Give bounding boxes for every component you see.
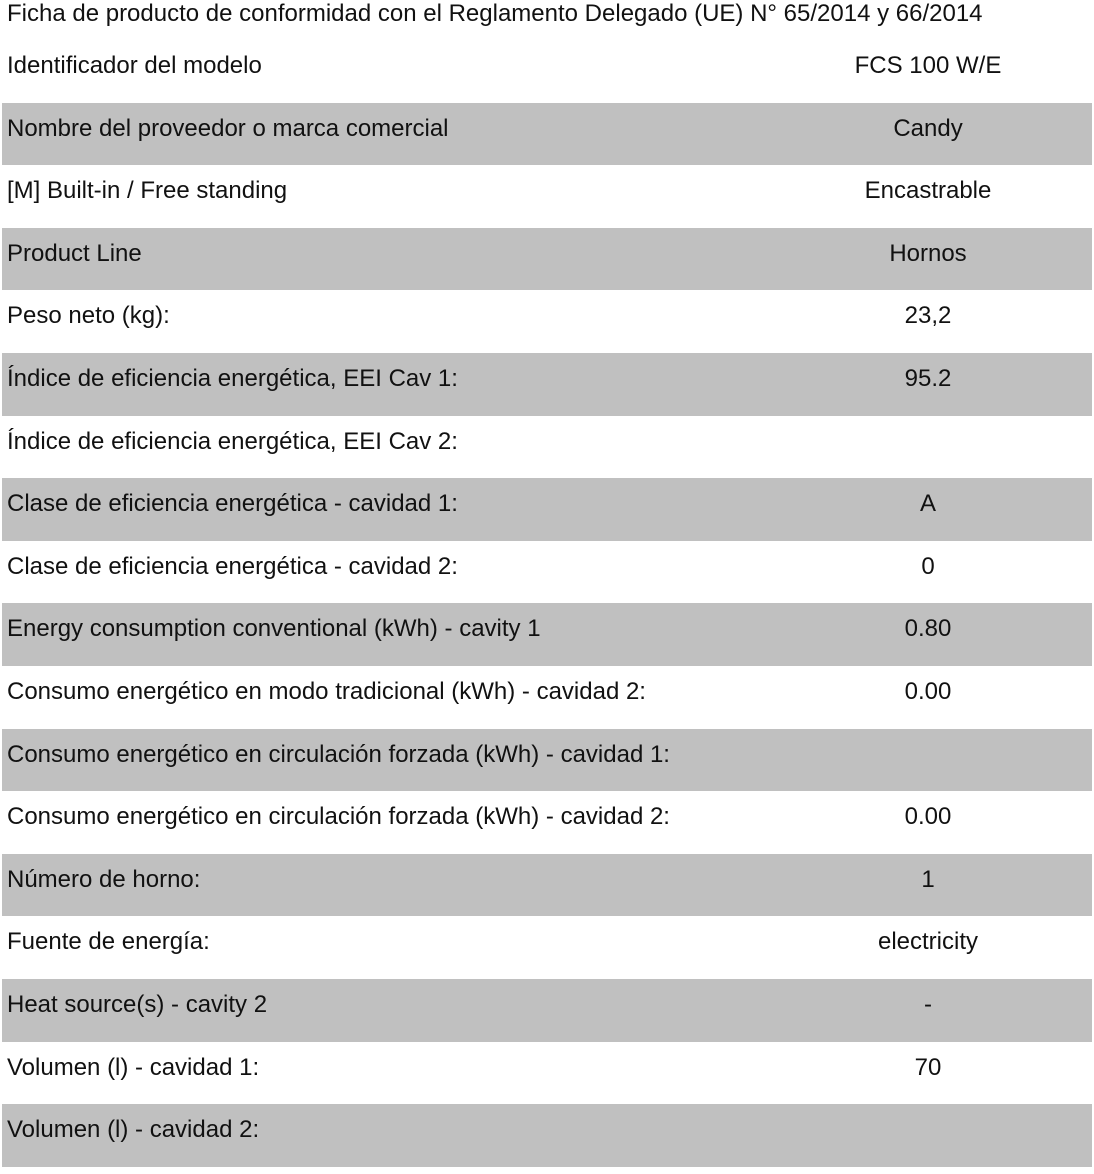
table-row bbox=[2, 666, 1092, 729]
row-value bbox=[728, 1104, 1094, 1156]
row-label: Consumo energético en circulación forzada (kWh) - cavidad 2: bbox=[7, 803, 670, 831]
row-label: Fuente de energía: bbox=[7, 928, 210, 956]
row-label: Número de horno: bbox=[7, 865, 201, 893]
row-value bbox=[728, 729, 1094, 781]
row-value: 70 bbox=[914, 1053, 942, 1081]
row-value: electricity bbox=[877, 928, 979, 956]
row-label: Volumen (l) - cavidad 1: bbox=[7, 1053, 260, 1081]
row-value: Encastrable bbox=[864, 177, 992, 205]
row-value: A bbox=[919, 490, 936, 518]
row-label: Energy consumption conventional (kWh) - cavity 1 bbox=[7, 615, 541, 643]
table-row bbox=[2, 603, 1092, 666]
row-label: Nombre del proveedor o marca comercial bbox=[7, 114, 449, 142]
row-label: Clase de eficiencia energética - cavidad 2: bbox=[7, 552, 458, 580]
table-row bbox=[2, 290, 1092, 353]
table-row bbox=[2, 1042, 1092, 1105]
row-label: Clase de eficiencia energética - cavidad 1: bbox=[7, 490, 458, 518]
row-label: Peso neto (kg): bbox=[7, 302, 170, 330]
row-value: 1 bbox=[921, 865, 935, 893]
table-row bbox=[2, 729, 1092, 792]
table-row bbox=[2, 979, 1092, 1042]
row-value: Candy bbox=[893, 114, 963, 142]
row-value: 23,2 bbox=[904, 302, 952, 330]
table-row bbox=[2, 228, 1092, 291]
row-value bbox=[728, 416, 1094, 468]
row-label: Heat source(s) - cavity 2 bbox=[7, 990, 268, 1018]
table-row bbox=[2, 353, 1092, 416]
spec-table bbox=[2, 40, 1092, 1167]
row-label: Volumen (l) - cavidad 2: bbox=[7, 1116, 260, 1144]
row-label: Product Line bbox=[7, 239, 142, 267]
row-value: FCS 100 W/E bbox=[854, 52, 1002, 79]
row-value: 0.00 bbox=[904, 677, 952, 705]
row-value: 0.00 bbox=[904, 803, 952, 831]
row-value: 95.2 bbox=[904, 364, 952, 392]
document-title: Ficha de producto de conformidad con el Reglamento Delegado (UE) N° 65/2014 y 66/2014 bbox=[7, 0, 983, 27]
table-row bbox=[2, 854, 1092, 917]
row-label: [M] Built-in / Free standing bbox=[7, 177, 288, 205]
table-row bbox=[2, 165, 1092, 228]
row-value: 0 bbox=[921, 552, 935, 580]
row-label: Consumo energético en modo tradicional (kWh) - cavidad 2: bbox=[7, 677, 646, 705]
table-row bbox=[2, 478, 1092, 541]
row-label: Consumo energético en circulación forzada (kWh) - cavidad 1: bbox=[7, 740, 670, 768]
row-value: Hornos bbox=[889, 239, 967, 267]
table-row bbox=[2, 916, 1092, 979]
row-label: Índice de eficiencia energética, EEI Cav 1: bbox=[7, 364, 458, 392]
row-label: Identificador del modelo bbox=[7, 52, 262, 79]
table-row bbox=[2, 1104, 1092, 1167]
table-row bbox=[2, 40, 1092, 103]
row-value: - bbox=[924, 990, 932, 1018]
table-row bbox=[2, 791, 1092, 854]
table-row bbox=[2, 541, 1092, 604]
table-row bbox=[2, 103, 1092, 166]
row-label: Índice de eficiencia energética, EEI Cav 2: bbox=[7, 427, 458, 455]
row-value: 0.80 bbox=[904, 615, 952, 643]
table-row bbox=[2, 416, 1092, 479]
